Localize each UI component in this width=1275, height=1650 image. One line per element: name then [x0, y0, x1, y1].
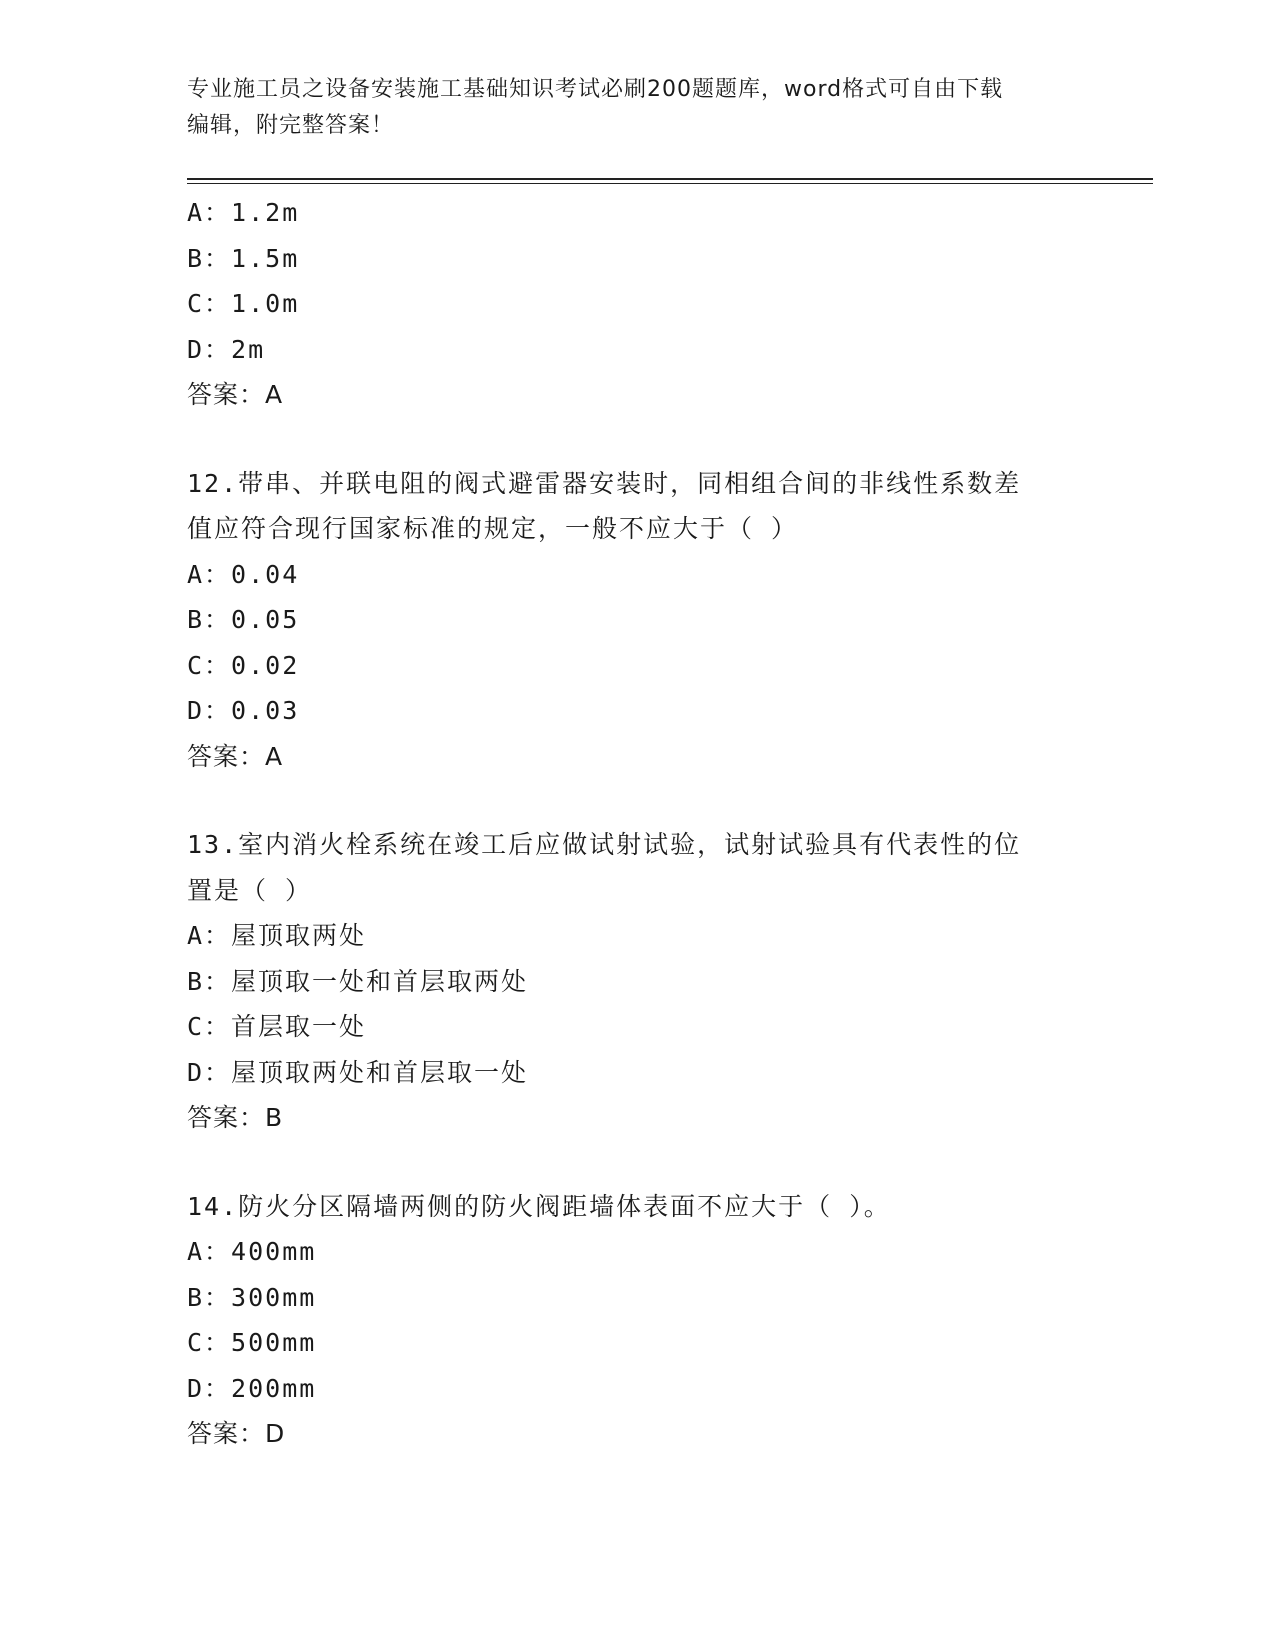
option-d: D：200mm: [187, 1373, 317, 1403]
answer-line: 答案：A: [187, 741, 284, 771]
answer-line: 答案：B: [187, 1103, 284, 1132]
option-c: C：首层取一处: [187, 1012, 367, 1041]
option-a: A：0.04: [187, 559, 300, 589]
option-d: D：0.03: [187, 696, 300, 725]
spacer: [187, 1141, 1087, 1184]
question-14: [187, 1184, 1087, 1457]
spacer: [187, 779, 1087, 822]
question-list: [187, 190, 1087, 1457]
question-stem-line-1: 14.防火分区隔墙两侧的防火阀距墙体表面不应大于（ ）。: [187, 1191, 891, 1221]
question-stem-line-1: 12.带串、并联电阻的阀式避雷器安装时，同相组合间的非线性系数差: [187, 468, 1022, 498]
answer-line: 答案：A: [187, 380, 284, 409]
option-a: A：1.2m: [187, 198, 300, 227]
question-stem-line-1: 13.室内消火栓系统在竣工后应做试射试验，试射试验具有代表性的位: [187, 830, 1022, 859]
option-c: C：1.0m: [187, 289, 300, 318]
question-stem-line-2: 值应符合现行国家标准的规定，一般不应大于（ ）: [187, 514, 799, 543]
option-b: B：300mm: [187, 1282, 317, 1312]
option-c: C：0.02: [187, 650, 300, 680]
option-a: A：屋顶取两处: [187, 921, 367, 950]
question-stem-line-2: 置是（ ）: [187, 875, 313, 905]
header-title-line-2: 编辑，附完整答案！: [187, 113, 395, 138]
option-c: C：500mm: [187, 1328, 317, 1357]
option-d: D：2m: [187, 334, 266, 364]
question-13: [187, 822, 1087, 1141]
option-b: B：0.05: [187, 605, 300, 634]
header-divider-thick: [187, 178, 1153, 180]
option-a: A：400mm: [187, 1237, 317, 1266]
option-b: B：1.5m: [187, 243, 300, 273]
spacer: [187, 418, 1087, 461]
header-divider-thin: [187, 183, 1153, 184]
option-b: B：屋顶取一处和首层取两处: [187, 966, 529, 996]
answer-line: 答案：D: [187, 1419, 286, 1448]
question-12: [187, 461, 1087, 780]
option-d: D：屋顶取两处和首层取一处: [187, 1057, 529, 1087]
document-header: [187, 72, 1087, 144]
question-11: [187, 190, 1087, 418]
header-title-line-1: 专业施工员之设备安装施工基础知识考试必刷200题题库，word格式可自由下载: [187, 77, 1004, 102]
